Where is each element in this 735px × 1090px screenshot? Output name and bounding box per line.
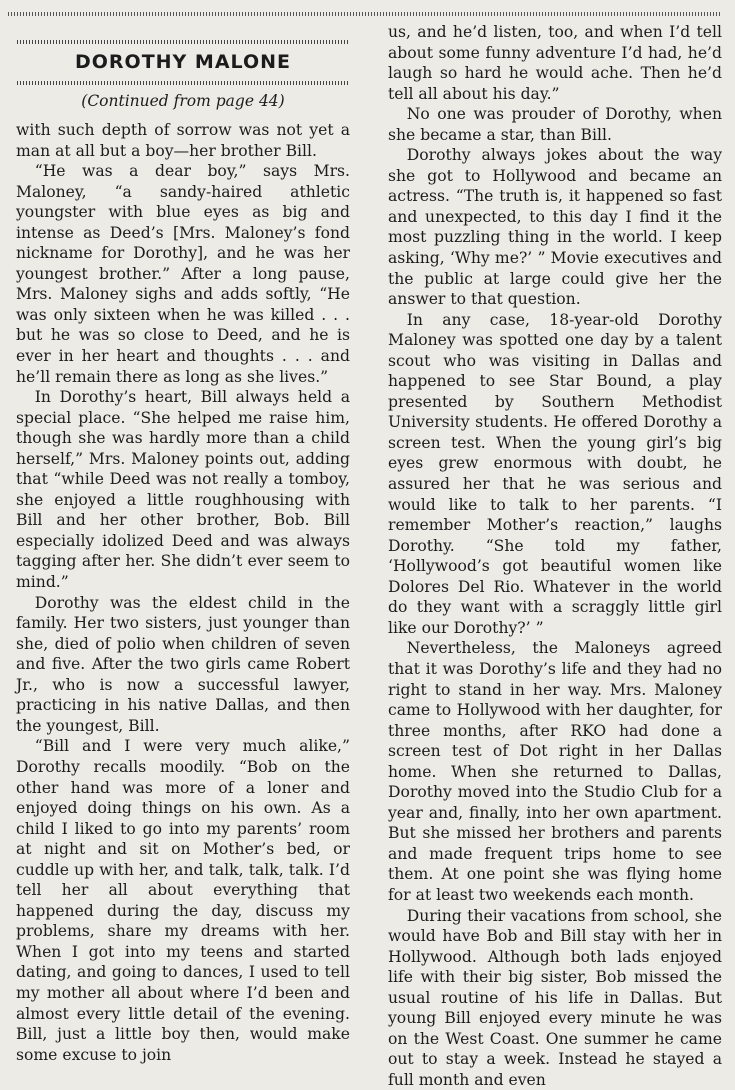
article-header [16, 22, 350, 120]
left-column [16, 22, 350, 1074]
right-column [388, 22, 722, 1089]
article-title: DOROTHY MALONE [74, 51, 291, 73]
paragraph: In any case, 18-year-old Dorothy Maloney was spotted one day by a talent scout who was visiting in Dallas and happened to see Star Bound, a play presented by Southern Methodist University students. He offered Dorothy a screen test. When the young girl’s big eyes grew enormous with doubt, he assured her that he was serious and would like to talk to her parents. “I remember Mother’s reaction,” laughs Dorothy. “She told my father, ‘Hollywood’s got beautiful women like Dolores Del Rio. Whatever in the world do they want with a scraggly little girl like our Dorothy?’ ” [388, 310, 722, 637]
paragraph: No one was prouder of Dorothy, when she became a star, than Bill. [388, 105, 722, 144]
paragraph: “He was a dear boy,” says Mrs. Maloney, “a sandy-haired athletic youngster with blue eyes as big and intense as Deed’s [Mrs. Maloney’s fond nickname for Dorothy], and he was her youngest brother.” After a long pause, Mrs. Maloney sighs and adds softly, “He was only sixteen when he was killed . . . but he was so close to Deed, and he is ever in her heart and thoughts . . . and he’ll remain there as long as she lives.” [16, 162, 350, 386]
paragraph: During their vacations from school, she would have Bob and Bill stay with her in Hollywood. Although both lads enjoyed life with their big sister, Bob missed the usual routine of his life in Dallas. But young Bill enjoyed every minute he was on the West Coast. One summer he came out to stay a week. Instead he stayed a full month and even [388, 906, 722, 1089]
paragraph: us, and he’d listen, too, and when I’d tell about some funny adventure I’d had, he’d laugh so hard he would ache. Then he’d tell all about his day.” [388, 23, 722, 103]
paragraph: In Dorothy’s heart, Bill always held a special place. “She helped me raise him, though she was hardly more than a child herself,” Mrs. Maloney points out, adding that “while Deed was not really a tomboy, she enjoyed a little roughhousing with Bill and her other brother, Bob. Bill especially idolized Deed and was always tagging after her. She didn’t ever seem to mind.” [16, 388, 350, 592]
paragraph: with such depth of sorrow was not yet a man at all but a boy—her brother Bill. [16, 121, 350, 160]
continued-note: (Continued from page 44) [81, 92, 285, 110]
magazine-page [16, 22, 722, 1089]
right-text [388, 22, 722, 1090]
left-text [16, 120, 350, 1065]
header-rule-bottom [17, 81, 349, 85]
top-rule [8, 12, 721, 16]
header-rule-top [17, 40, 349, 44]
paragraph: “Bill and I were very much alike,” Dorothy recalls moodily. “Bob on the other hand was more of a loner and enjoyed doing things on his own. As a child I liked to go into my parents’ room at night and sit on Mother’s bed, or cuddle up with her, and talk, talk, talk. I’d tell her all about everything that happened during the day, discuss my problems, share my dreams with her. When I got into my teens and started dating, and going to dances, I used to tell my mother all about where I’d been and almost every little detail of the evening. Bill, just a little boy then, would make some excuse to join [16, 737, 350, 1064]
paragraph: Nevertheless, the Maloneys agreed that it was Dorothy’s life and they had no right to stand in her way. Mrs. Maloney came to Hollywood with her daughter, for three months, after RKO had done a screen test of Dot right in her Dallas home. When she returned to Dallas, Dorothy moved into the Studio Club for a year and, finally, into her own apartment. But she missed her brothers and parents and made frequent trips home to see them. At one point she was flying home for at least two weekends each month. [388, 639, 722, 904]
paragraph: Dorothy was the eldest child in the family. Her two sisters, just younger than she, died of polio when children of seven and five. After the two girls came Robert Jr., who is now a successful lawyer, practicing in his native Dallas, and then the youngest, Bill. [16, 593, 350, 735]
paragraph: Dorothy always jokes about the way she got to Hollywood and became an actress. “The truth is, it happened so fast and unexpected, to this day I find it the most puzzling thing in the world. I keep asking, ‘Why me?’ ” Movie executives and the public at large could give her the answer to that question. [388, 146, 722, 309]
